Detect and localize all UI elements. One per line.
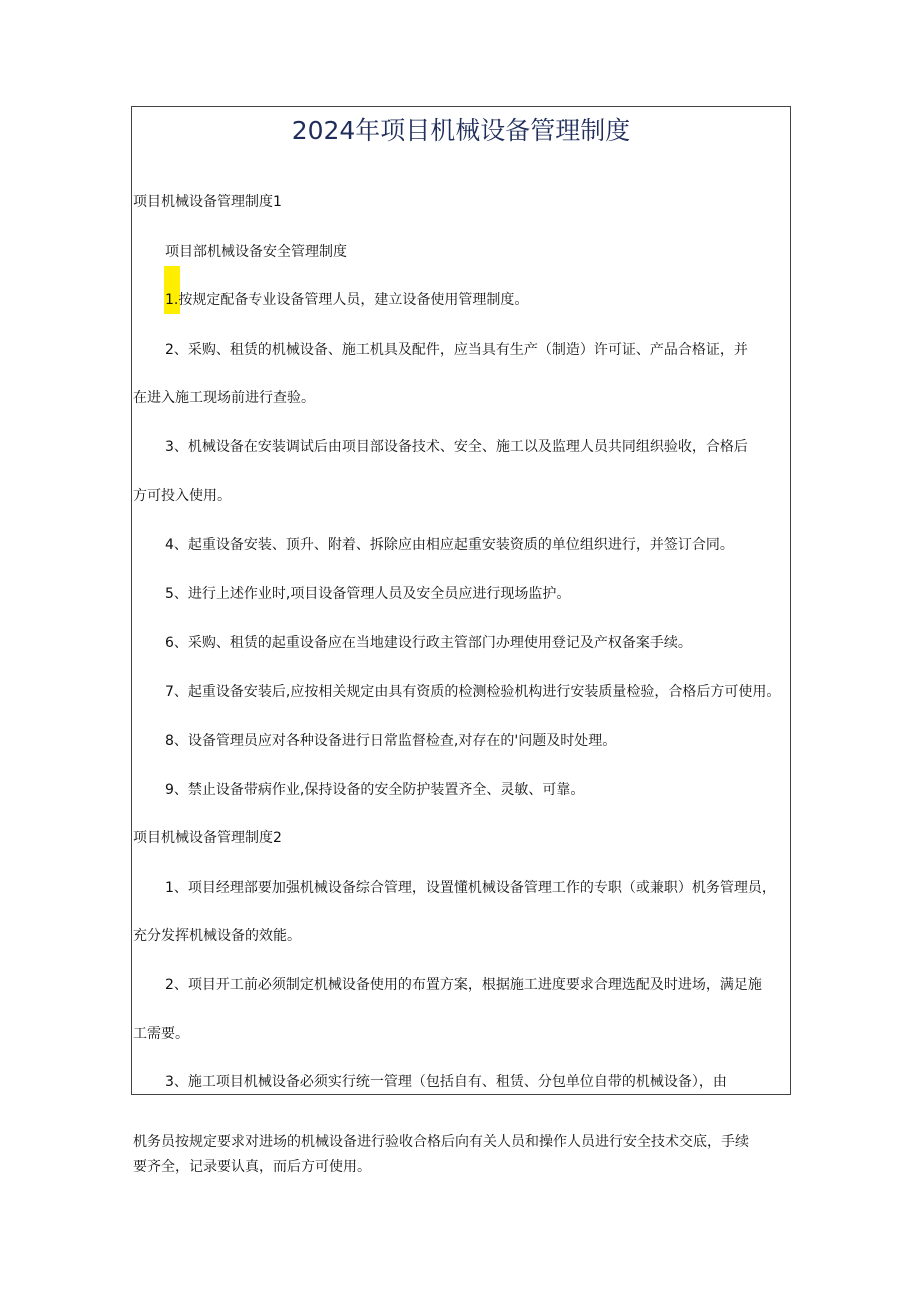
section-heading-2: 项目机械设备管理制度2 bbox=[133, 830, 282, 846]
paragraph-line: 3、施工项目机械设备必须实行统一管理（包括自有、租赁、分包单位自带的机械设备），由 bbox=[165, 1074, 727, 1090]
paragraph-line: 方可投入使用。 bbox=[133, 488, 231, 504]
document-title: 2024年项目机械设备管理制度 bbox=[291, 116, 631, 145]
section-heading-1: 项目机械设备管理制度1 bbox=[133, 194, 282, 210]
paragraph-line: 6、采购、租赁的起重设备应在当地建设行政主管部门办理使用登记及产权备案手续。 bbox=[165, 635, 692, 651]
paragraph-line: 2、项目开工前必须制定机械设备使用的布置方案，根据施工进度要求合理选配及时进场，满足施 bbox=[165, 977, 762, 993]
paragraph-line: 4、起重设备安装、顶升、附着、拆除应由相应起重安装资质的单位组织进行，并签订合同。 bbox=[165, 537, 734, 553]
paragraph-line: 机务员按规定要求对进场的机械设备进行验收合格后向有关人员和操作人员进行安全技术交底，手续 bbox=[133, 1134, 749, 1150]
paragraph-line: 要齐全，记录要认真，而后方可使用。 bbox=[133, 1159, 371, 1175]
paragraph-line: 工需要。 bbox=[133, 1026, 189, 1042]
paragraph-line: 2、采购、租赁的机械设备、施工机具及配件，应当具有生产（制造）许可证、产品合格证，并 bbox=[165, 342, 748, 358]
paragraph-line: 5、进行上述作业时,项目设备管理人员及安全员应进行现场监护。 bbox=[165, 586, 571, 602]
subheading: 项目部机械设备安全管理制度 bbox=[165, 244, 347, 260]
paragraph-line: 7、起重设备安装后,应按相关规定由具有资质的检测检验机构进行安装质量检验，合格后方可使用。 bbox=[165, 684, 781, 700]
paragraph-line: 1.按规定配备专业设备管理人员，建立设备使用管理制度。 bbox=[165, 292, 529, 308]
paragraph-line: 9、禁止设备带病作业,保持设备的安全防护装置齐全、灵敏、可靠。 bbox=[165, 782, 585, 798]
paragraph-line: 8、设备管理员应对各种设备进行日常监督检查,对存在的'问题及时处理。 bbox=[165, 733, 617, 749]
paragraph-line: 3、机械设备在安装调试后由项目部设备技术、安全、施工以及监理人员共同组织验收，合格后 bbox=[165, 439, 748, 455]
paragraph-line: 在进入施工现场前进行查验。 bbox=[133, 390, 315, 406]
paragraph-line: 充分发挥机械设备的效能。 bbox=[133, 928, 301, 944]
paragraph-line: 1、项目经理部要加强机械设备综合管理，设置懂机械设备管理工作的专职（或兼职）机务管理员， bbox=[165, 880, 776, 896]
